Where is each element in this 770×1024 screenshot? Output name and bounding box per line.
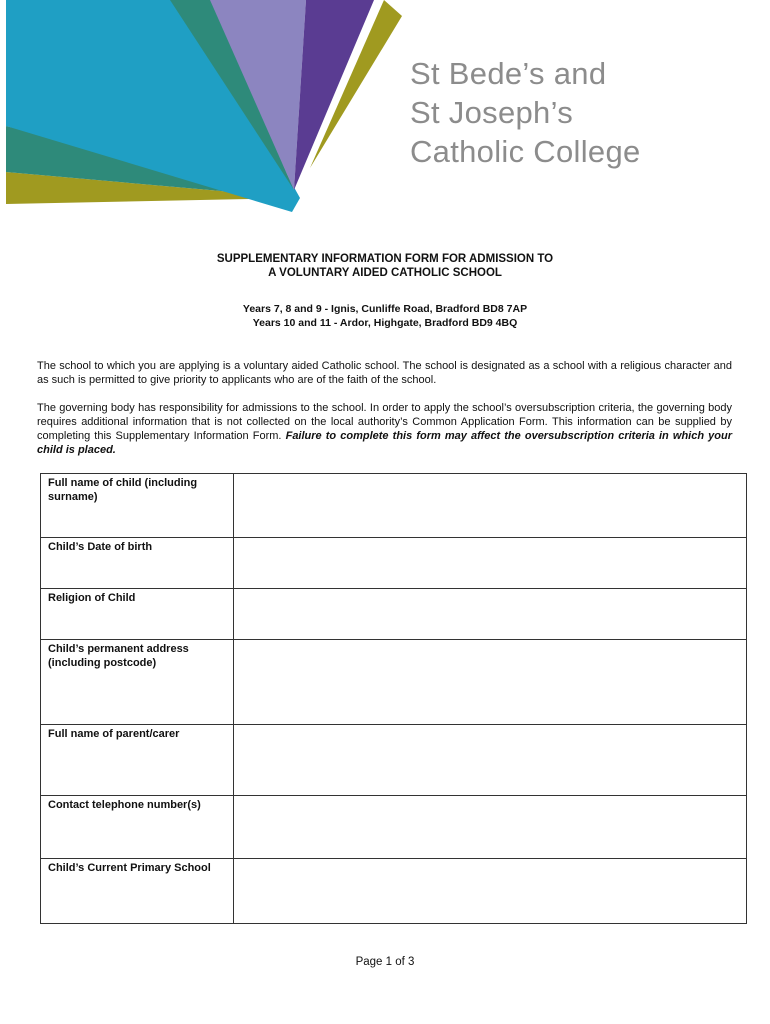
field-label-primary-school: Child’s Current Primary School bbox=[41, 859, 234, 924]
field-input-permanent-address[interactable] bbox=[234, 640, 747, 725]
form-title-line-1: SUPPLEMENTARY INFORMATION FORM FOR ADMISSION TO bbox=[216, 253, 554, 265]
location-line-2: Years 10 and 11 - Ardor, Highgate, Bradford BD9 4BQ bbox=[252, 317, 518, 329]
governing-body-text: The governing body has responsibility for admissions to the school. In order to apply the school’s oversubscription criteria, the governing body requires additional information that is not collected on the local authority’s Common Application Form. This information can be supplied by completing this Supplementary Information Form. bbox=[37, 402, 732, 442]
table-row bbox=[41, 859, 747, 924]
field-input-child-full-name[interactable] bbox=[234, 474, 747, 538]
table-row bbox=[41, 538, 747, 589]
governing-body-paragraph bbox=[37, 401, 732, 457]
site-locations bbox=[0, 302, 770, 330]
college-name bbox=[410, 54, 750, 171]
field-label-permanent-address: Child’s permanent address (including postcode) bbox=[41, 640, 234, 725]
college-name-line-2: St Joseph’s bbox=[410, 95, 573, 130]
table-row bbox=[41, 640, 747, 725]
field-label-date-of-birth: Child’s Date of birth bbox=[41, 538, 234, 589]
table-row bbox=[41, 474, 747, 538]
table-row bbox=[41, 796, 747, 859]
page-number: Page 1 of 3 bbox=[355, 956, 415, 968]
intro-paragraph: The school to which you are applying is a voluntary aided Catholic school. The school is designated as a school with a religious character and as such is permitted to give priority to applicants who are of the faith of the school. bbox=[37, 360, 732, 386]
table-row bbox=[41, 589, 747, 640]
location-line-1: Years 7, 8 and 9 - Ignis, Cunliffe Road, Bradford BD8 7AP bbox=[242, 303, 528, 315]
child-information-table bbox=[40, 473, 747, 924]
field-input-primary-school[interactable] bbox=[234, 859, 747, 924]
college-name-line-1: St Bede’s and bbox=[410, 56, 607, 91]
form-title-line-2: A VOLUNTARY AIDED CATHOLIC SCHOOL bbox=[268, 267, 502, 279]
field-label-child-full-name: Full name of child (including surname) bbox=[41, 474, 234, 538]
college-logo-graphic bbox=[0, 0, 410, 220]
form-title bbox=[0, 252, 770, 280]
college-name-line-3: Catholic College bbox=[410, 134, 641, 169]
logo-ray-purple bbox=[294, 0, 374, 190]
field-input-parent-name[interactable] bbox=[234, 725, 747, 796]
field-label-telephone: Contact telephone number(s) bbox=[41, 796, 234, 859]
field-input-telephone[interactable] bbox=[234, 796, 747, 859]
warning-text: Failure to complete this form may affect the oversubscription criteria in which your child is placed. bbox=[37, 430, 732, 456]
field-label-religion: Religion of Child bbox=[41, 589, 234, 640]
field-input-date-of-birth[interactable] bbox=[234, 538, 747, 589]
field-label-parent-name: Full name of parent/carer bbox=[41, 725, 234, 796]
field-input-religion[interactable] bbox=[234, 589, 747, 640]
table-row bbox=[41, 725, 747, 796]
